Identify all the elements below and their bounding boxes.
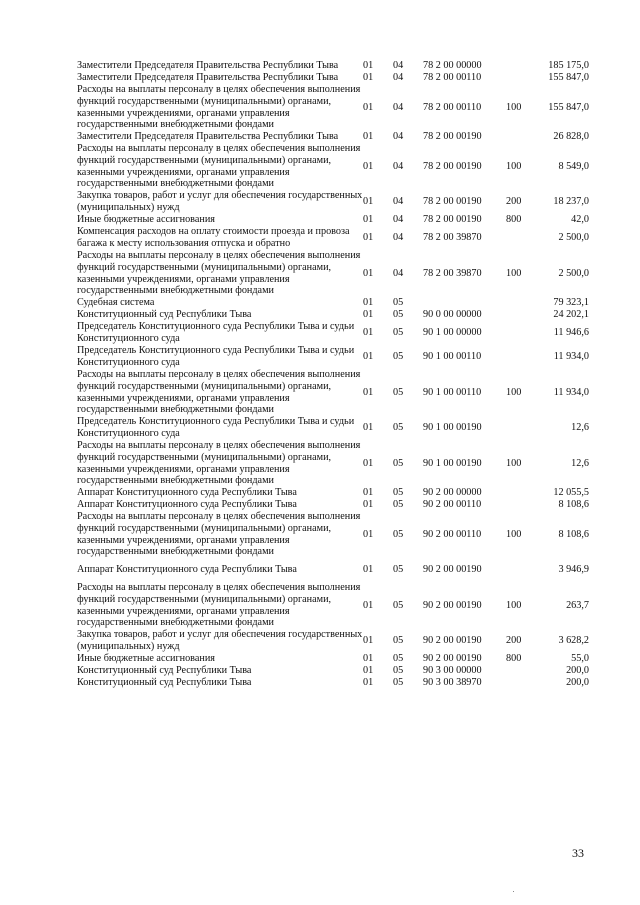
row-expense-type-code [506,487,536,499]
row-subsection-code: 04 [393,196,404,208]
row-amount: 3 628,2 [558,635,589,647]
row-subsection-code: 05 [393,599,404,611]
row-expense-type-code [506,226,536,250]
row-subsection-code: 05 [393,351,404,363]
row-expense-type-code [506,416,536,440]
row-amount: 3 946,9 [558,564,589,576]
row-amount: 11 934,0 [553,386,589,398]
row-expense-type-code [506,558,536,582]
row-target-item-code: 90 1 00 00110 [423,351,482,363]
row-expense-type-code [506,665,536,677]
table-row [77,677,589,689]
row-expense-type-code: 200 [506,196,522,208]
table-row [77,84,589,131]
row-subsection-code: 05 [393,457,404,469]
row-section-code: 01 [363,386,374,398]
row-amount: 155 847,0 [548,72,589,84]
table-row [77,309,589,321]
row-target-item-code: 90 1 00 00190 [423,457,482,469]
row-subsection-code: 05 [393,665,404,677]
row-expense-type-code: 100 [506,599,522,611]
row-subsection-code: 05 [393,297,404,309]
row-section-code: 01 [363,665,374,677]
row-target-item-code: 90 1 00 00110 [423,386,482,398]
row-expense-type-code: 100 [506,101,522,113]
row-name: Расходы на выплаты персоналу в целях обеспечения выполнения функций государственными (муниципальными) органами, казенными учреждениями, органами управления государственными внебюджетными фондами [77,143,361,190]
table-row [77,369,589,416]
row-expense-type-code [506,499,536,511]
row-subsection-code: 04 [393,60,404,72]
row-target-item-code: 78 2 00 00190 [423,196,482,208]
page-number: 33 [572,846,584,860]
table-row [77,345,589,369]
row-target-item-code: 90 0 00 00000 [423,309,482,321]
row-section-code: 01 [363,160,374,172]
row-amount: 200,0 [566,665,589,677]
row-amount: 11 946,6 [553,327,589,339]
row-section-code: 01 [363,677,374,689]
row-section-code: 01 [363,635,374,647]
row-subsection-code: 04 [393,267,404,279]
row-subsection-code: 05 [393,635,404,647]
row-name: Заместители Председателя Правительства Республики Тыва [77,131,339,143]
row-section-code: 01 [363,101,374,113]
row-target-item-code: 78 2 00 00190 [423,160,482,172]
row-section-code: 01 [363,297,374,309]
row-name: Заместители Председателя Правительства Республики Тыва [77,60,339,72]
row-subsection-code: 05 [393,386,404,398]
row-expense-type-code [506,72,536,84]
row-amount: 8 108,6 [558,499,589,511]
row-section-code: 01 [363,267,374,279]
row-subsection-code: 05 [393,653,404,665]
row-expense-type-code: 100 [506,457,522,469]
table-row [77,582,589,629]
row-target-item-code: 90 1 00 00190 [423,422,482,434]
row-name: Иные бюджетные ассигнования [77,214,215,226]
row-amount: 24 202,1 [553,309,589,321]
row-subsection-code: 05 [393,487,404,499]
row-target-item-code: 90 2 00 00110 [423,499,482,511]
row-section-code: 01 [363,196,374,208]
row-name: Конституционный суд Республики Тыва [77,665,252,677]
row-name: Расходы на выплаты персоналу в целях обеспечения выполнения функций государственными (муниципальными) органами, казенными учреждениями, органами управления государственными внебюджетными фондами [77,369,361,416]
row-amount: 200,0 [566,677,589,689]
row-target-item-code: 90 2 00 00190 [423,635,482,647]
row-amount: 12,6 [571,457,589,469]
row-name: Расходы на выплаты персоналу в целях обеспечения выполнения функций государственными (муниципальными) органами, казенными учреждениями, органами управления государственными внебюджетными фондами [77,440,361,487]
row-section-code: 01 [363,599,374,611]
row-target-item-code: 90 2 00 00190 [423,564,482,576]
table-row [77,321,589,345]
row-expense-type-code [506,297,536,309]
row-expense-type-code: 100 [506,160,522,172]
row-target-item-code [423,297,506,309]
row-amount: 2 500,0 [558,267,589,279]
row-name: Заместители Председателя Правительства Республики Тыва [77,72,339,84]
row-section-code: 01 [363,653,374,665]
row-amount: 42,0 [571,214,589,226]
table-row [77,297,589,309]
scan-speck [513,891,514,892]
row-amount: 263,7 [566,599,589,611]
row-subsection-code: 04 [393,232,404,244]
table-row [77,629,589,653]
row-subsection-code: 05 [393,309,404,321]
table-row [77,416,589,440]
row-target-item-code: 78 2 00 00190 [423,131,482,143]
row-section-code: 01 [363,327,374,339]
row-subsection-code: 04 [393,214,404,226]
table-row [77,511,589,558]
row-target-item-code: 90 1 00 00000 [423,327,482,339]
row-expense-type-code: 100 [506,528,522,540]
row-subsection-code: 04 [393,101,404,113]
row-name: Председатель Конституционного суда Республики Тыва и судьи Конституционного суда [77,416,355,439]
row-section-code: 01 [363,487,374,499]
row-name: Конституционный суд Республики Тыва [77,309,252,321]
table-row [77,72,589,84]
row-section-code: 01 [363,351,374,363]
row-subsection-code: 05 [393,327,404,339]
row-target-item-code: 78 2 00 00000 [423,60,482,72]
table-row [77,143,589,190]
table-row [77,250,589,297]
row-name: Председатель Конституционного суда Республики Тыва и судьи Конституционного суда [77,321,355,344]
row-expense-type-code: 100 [506,267,522,279]
row-subsection-code: 04 [393,160,404,172]
row-target-item-code: 90 3 00 38970 [423,677,482,689]
row-subsection-code: 05 [393,422,404,434]
row-amount: 8 549,0 [558,160,589,172]
row-subsection-code: 05 [393,528,404,540]
row-name: Председатель Конституционного суда Республики Тыва и судьи Конституционного суда [77,345,355,368]
row-name: Расходы на выплаты персоналу в целях обеспечения выполнения функций государственными (муниципальными) органами, казенными учреждениями, органами управления государственными внебюджетными фондами [77,511,361,558]
row-section-code: 01 [363,131,374,143]
row-name: Закупка товаров, работ и услуг для обеспечения государственных (муниципальных) нужд [77,629,363,652]
row-name: Судебная система [77,297,155,309]
row-section-code: 01 [363,499,374,511]
row-section-code: 01 [363,457,374,469]
row-section-code: 01 [363,309,374,321]
budget-table [77,60,589,689]
table-row [77,131,589,143]
row-target-item-code: 78 2 00 00190 [423,214,482,226]
row-section-code: 01 [363,422,374,434]
row-subsection-code: 05 [393,564,404,576]
row-amount: 155 847,0 [548,101,589,113]
row-name: Компенсация расходов на оплату стоимости проезда и провоза багажа к месту использования отпуска и обратно [77,226,350,249]
row-expense-type-code: 100 [506,386,522,398]
row-expense-type-code [506,60,536,72]
row-expense-type-code [506,131,536,143]
row-amount: 18 237,0 [553,196,589,208]
row-target-item-code: 78 2 00 39870 [423,232,482,244]
row-target-item-code: 78 2 00 39870 [423,267,482,279]
row-section-code: 01 [363,564,374,576]
row-subsection-code: 05 [393,677,404,689]
row-expense-type-code [506,677,536,689]
row-target-item-code: 90 2 00 00000 [423,487,482,499]
row-section-code: 01 [363,72,374,84]
row-expense-type-code [506,345,536,369]
row-amount: 79 323,1 [553,297,589,309]
row-section-code: 01 [363,232,374,244]
table-row [77,487,589,499]
row-amount: 26 828,0 [553,131,589,143]
table-row [77,440,589,487]
row-section-code: 01 [363,60,374,72]
row-expense-type-code: 800 [506,214,522,226]
table-row [77,558,589,582]
row-subsection-code: 04 [393,131,404,143]
row-amount: 12 055,5 [553,487,589,499]
row-amount: 11 934,0 [553,351,589,363]
row-name: Иные бюджетные ассигнования [77,653,215,665]
row-name: Аппарат Конституционного суда Республики Тыва [77,564,297,576]
row-name: Расходы на выплаты персоналу в целях обеспечения выполнения функций государственными (муниципальными) органами, казенными учреждениями, органами управления государственными внебюджетными фондами [77,582,361,629]
row-name: Аппарат Конституционного суда Республики Тыва [77,487,297,499]
table-row [77,226,589,250]
row-name: Закупка товаров, работ и услуг для обеспечения государственных (муниципальных) нужд [77,190,363,213]
row-amount: 12,6 [571,422,589,434]
row-target-item-code: 90 2 00 00110 [423,528,482,540]
row-section-code: 01 [363,214,374,226]
row-name: Расходы на выплаты персоналу в целях обеспечения выполнения функций государственными (муниципальными) органами, казенными учреждениями, органами управления государственными внебюджетными фондами [77,250,361,297]
table-row [77,665,589,677]
row-target-item-code: 90 2 00 00190 [423,599,482,611]
row-expense-type-code [506,321,536,345]
row-section-code: 01 [363,528,374,540]
row-amount: 2 500,0 [558,232,589,244]
row-amount: 185 175,0 [548,60,589,72]
row-name: Конституционный суд Республики Тыва [77,677,252,689]
row-target-item-code: 78 2 00 00110 [423,101,482,113]
row-target-item-code: 90 2 00 00190 [423,653,482,665]
row-expense-type-code: 800 [506,653,522,665]
row-target-item-code: 90 3 00 00000 [423,665,482,677]
row-subsection-code: 05 [393,499,404,511]
table-row [77,653,589,665]
row-target-item-code: 78 2 00 00110 [423,72,482,84]
row-subsection-code: 04 [393,72,404,84]
row-amount: 55,0 [571,653,589,665]
row-expense-type-code [506,309,536,321]
table-row [77,60,589,72]
table-row [77,190,589,214]
row-expense-type-code: 200 [506,635,522,647]
row-name: Расходы на выплаты персоналу в целях обеспечения выполнения функций государственными (муниципальными) органами, казенными учреждениями, органами управления государственными внебюджетными фондами [77,84,361,131]
table-row [77,499,589,511]
table-row [77,214,589,226]
row-amount: 8 108,6 [558,528,589,540]
row-name: Аппарат Конституционного суда Республики Тыва [77,499,297,511]
